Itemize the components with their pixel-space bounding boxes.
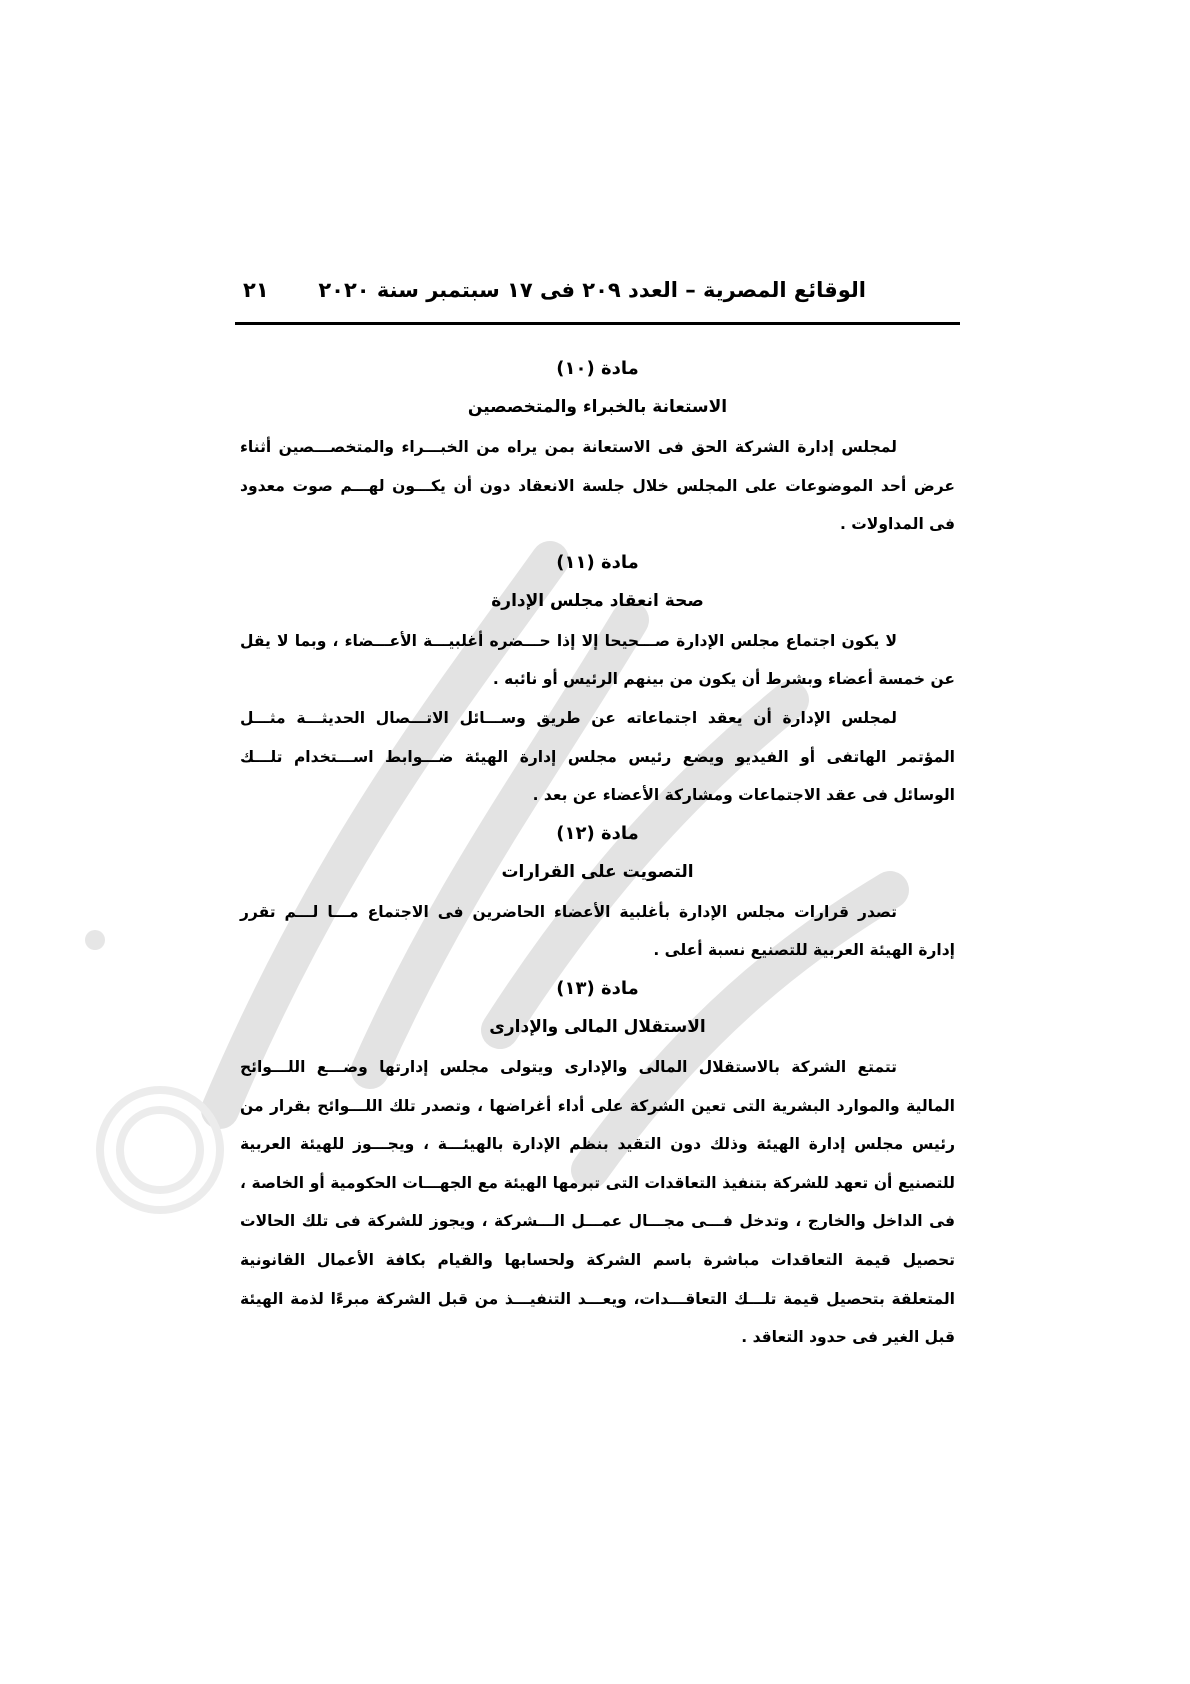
header-title: الوقائع المصرية – العدد ٢٠٩ فى ١٧ سبتمبر سنة ٢٠٢٠ — [318, 278, 866, 302]
article-10 — [240, 350, 955, 544]
header-divider — [235, 322, 960, 325]
page-number: ٢١ — [243, 278, 269, 302]
page-header — [235, 272, 960, 326]
article-title: صحة انعقاد مجلس الإدارة — [491, 590, 704, 611]
article-11 — [240, 544, 955, 815]
article-13 — [240, 970, 955, 1357]
article-12 — [240, 815, 955, 970]
page-body — [240, 350, 955, 1357]
article-paragraph: تتمتع الشركة بالاستقلال المالى والإدارى ويتولى مجلس إدارتها وضـــع اللـــوائح المالية والموارد البشرية التى تعين الشركة على أداء أغراضها ، وتصدر تلك اللـــوائح بقرار من رئيس مجلس إدارة الهيئة وذلك دون التقيد بنظم الإدارة بالهيئـــة ، ويجـــوز للهيئة العربية للتصنيع أن تعهد للشركة بتنفيذ التعاقدات التى تبرمها الهيئة مع الجهـــات الحكومية أو الخاصة ، فى الداخل والخارج ، وتدخل فـــى مجـــال عمـــل الـــشركة ، ويجوز للشركة فى تلك الحالات تحصيل قيمة التعاقدات مباشرة باسم الشركة ولحسابها والقيام بكافة الأعمال القانونية المتعلقة بتحصيل قيمة تلـــك التعاقـــدات، ويعـــد التنفيـــذ من قبل الشركة مبرءًا لذمة الهيئة قبل الغير فى حدود التعاقد . — [240, 1057, 955, 1347]
article-paragraph: لمجلس الإدارة أن يعقد اجتماعاته عن طريق وســـائل الاتـــصال الحديثـــة مثـــل المؤتمر الهاتفى أو الفيديو ويضع رئيس مجلس إدارة الهيئة ضـــوابط اســـتخدام تلـــك الوسائل فى عقد الاجتماعات ومشاركة الأعضاء عن بعد . — [240, 708, 955, 805]
article-paragraph: لا يكون اجتماع مجلس الإدارة صـــحيحا إلا إذا حـــضره أغلبيـــة الأعـــضاء ، وبما لا يقل عن خمسة أعضاء وبشرط أن يكون من بينهم الرئيس أو نائبه . — [240, 631, 955, 689]
article-number: مادة (١٢) — [556, 822, 639, 844]
article-title: التصويت على القرارات — [501, 861, 694, 882]
article-number: مادة (١٠) — [556, 358, 639, 379]
article-title: الاستعانة بالخبراء والمتخصصين — [467, 397, 728, 417]
article-paragraph: تصدر قرارات مجلس الإدارة بأغلبية الأعضاء الحاضرين فى الاجتماع مـــا لـــم تقرر إدارة الهيئة العربية للتصنيع نسبة أعلى . — [240, 902, 955, 960]
article-title: الاستقلال المالى والإدارى — [489, 1016, 706, 1037]
article-paragraph: لمجلس إدارة الشركة الحق فى الاستعانة بمن يراه من الخبـــراء والمتخصـــصين أثناء عرض أحد الموضوعات على المجلس خلال جلسة الانعقاد دون أن يكـــون لهـــم صوت معدود فى المداولات . — [240, 438, 955, 534]
article-number: مادة (١١) — [556, 551, 639, 573]
article-number: مادة (١٣) — [556, 977, 639, 999]
